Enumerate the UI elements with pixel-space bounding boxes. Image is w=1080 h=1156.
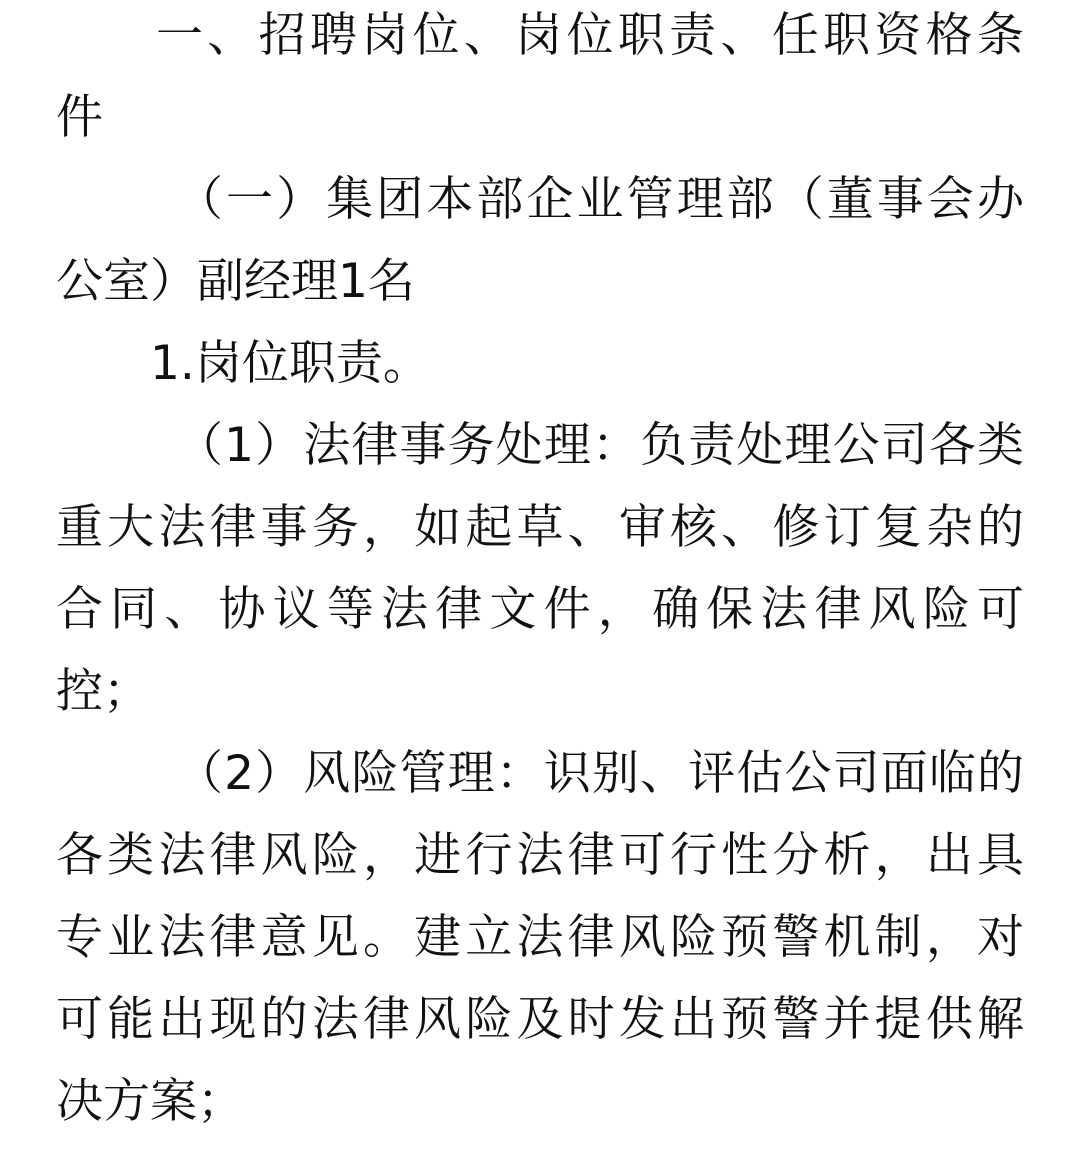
duty-2-line-2: 各类法律风险，进行法律可行性分析，出具 bbox=[56, 828, 1024, 883]
duty-1-line-2: 重大法律事务，如起草、审核、修订复杂的 bbox=[56, 500, 1024, 555]
duty-1-line-4: 控； bbox=[56, 664, 150, 719]
duty-2-line-4: 可能出现的法律风险及时发出预警并提供解 bbox=[56, 992, 1024, 1047]
duty-2-line-1: （2）风险管理：识别、评估公司面临的 bbox=[176, 746, 1024, 801]
duties-heading: 1.岗位职责。 bbox=[150, 336, 430, 391]
section-heading-line-2: 件 bbox=[56, 90, 103, 145]
duty-1-line-1: （1）法律事务处理：负责处理公司各类 bbox=[176, 418, 1024, 473]
position-heading-line-1: （一）集团本部企业管理部（董事会办 bbox=[176, 172, 1024, 227]
duty-1-line-3: 合同、协议等法律文件，确保法律风险可 bbox=[56, 582, 1024, 637]
position-heading-line-2: 公室）副经理1名 bbox=[56, 254, 415, 309]
section-heading-line-1: 一、招聘岗位、岗位职责、任职资格条 bbox=[156, 8, 1024, 63]
duty-2-line-3: 专业法律意见。建立法律风险预警机制，对 bbox=[56, 910, 1024, 965]
duty-2-line-5: 决方案； bbox=[56, 1074, 244, 1129]
